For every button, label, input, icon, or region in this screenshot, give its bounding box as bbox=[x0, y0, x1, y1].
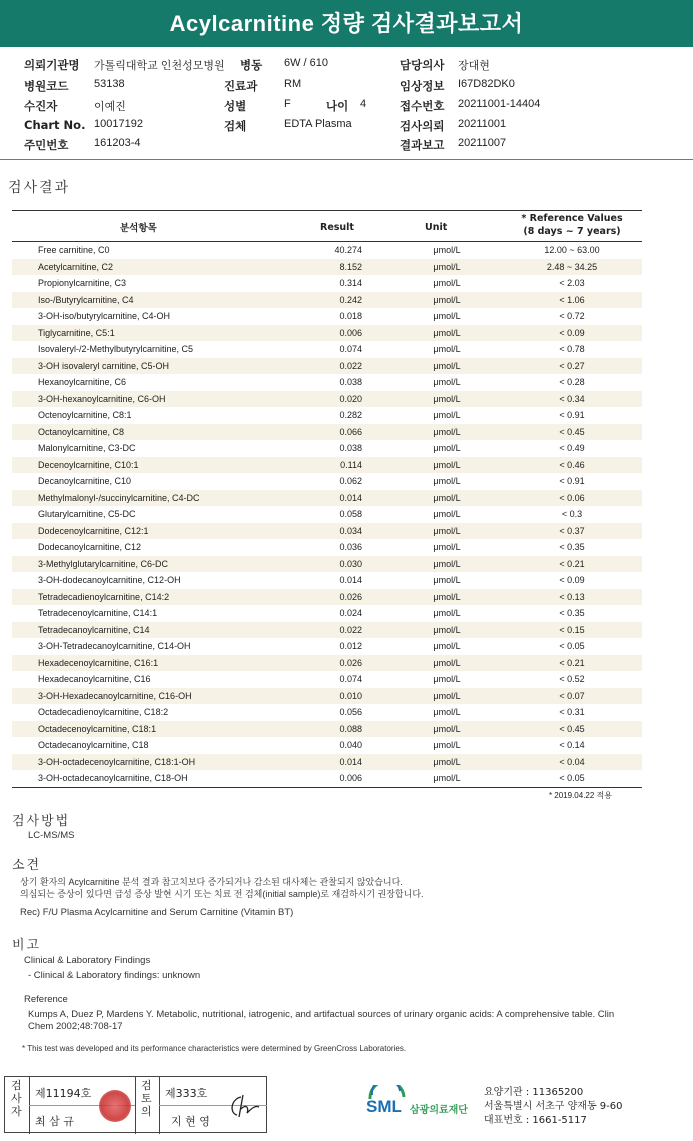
analyte-name: Acetylcarnitine, C2 bbox=[38, 261, 114, 272]
lab-address: 서울특별시 서초구 양재동 9-60 bbox=[484, 1101, 623, 1112]
table-row bbox=[12, 655, 642, 672]
analyte-name: 3-OH-dodecanoylcarnitine, C12-OH bbox=[38, 575, 181, 585]
patient-value: 이예진 bbox=[94, 101, 126, 113]
col-header-item: 분석항목 bbox=[120, 223, 157, 234]
result-value: 0.074 bbox=[339, 344, 362, 354]
table-row bbox=[12, 358, 642, 375]
unit-value: μmol/L bbox=[433, 410, 461, 420]
sex-value: F bbox=[284, 98, 291, 110]
report-date-value: 20211007 bbox=[458, 137, 507, 149]
signature-icon bbox=[227, 1091, 261, 1121]
result-value: 8.152 bbox=[339, 261, 362, 272]
table-row bbox=[12, 473, 642, 490]
analyte-name: Hexadecenoylcarnitine, C16:1 bbox=[38, 657, 159, 668]
vline bbox=[135, 1077, 136, 1134]
method-section-title: 검사방법 bbox=[12, 814, 71, 829]
analyte-name: Octadecadienoylcarnitine, C18:2 bbox=[38, 707, 169, 717]
rrn-value: 161203-4 bbox=[94, 137, 141, 149]
analyte-name: Isovaleryl-/2-Methylbutyrylcarnitine, C5 bbox=[38, 344, 194, 354]
table-row bbox=[12, 770, 642, 787]
analyte-name: Free carnitine, C0 bbox=[38, 245, 110, 255]
analyte-name: Decanoylcarnitine, C10 bbox=[38, 476, 132, 486]
doctor-label: 담당의사 bbox=[400, 58, 445, 72]
analyte-name: Octenoylcarnitine, C8:1 bbox=[38, 410, 132, 420]
result-value: 0.030 bbox=[339, 558, 362, 569]
result-value: 0.006 bbox=[339, 327, 362, 338]
result-value: 0.282 bbox=[339, 410, 362, 420]
col-header-result: Result bbox=[320, 222, 354, 233]
reference-value: < 1.06 bbox=[559, 294, 585, 305]
result-value: 0.074 bbox=[339, 674, 362, 684]
unit-value: μmol/L bbox=[433, 344, 461, 354]
analyte-name: Octadecenoylcarnitine, C18:1 bbox=[38, 723, 157, 734]
analyte-name: Dodecenoylcarnitine, C12:1 bbox=[38, 525, 149, 536]
reference-value: < 0.34 bbox=[559, 393, 585, 404]
results-table-footer bbox=[12, 787, 642, 799]
table-row bbox=[12, 688, 642, 705]
clinical-label: 임상정보 bbox=[400, 79, 445, 93]
unit-value: μmol/L bbox=[433, 723, 461, 734]
method-text: LC-MS/MS bbox=[28, 830, 75, 841]
result-value: 0.010 bbox=[339, 690, 362, 701]
table-row bbox=[12, 556, 642, 573]
reviewer-label: 검토의 bbox=[141, 1079, 152, 1118]
lab-contact bbox=[484, 1086, 623, 1128]
reference-value: < 0.45 bbox=[559, 723, 585, 734]
unit-value: μmol/L bbox=[433, 426, 461, 437]
lab-code: 요양기관 : 11365200 bbox=[484, 1087, 584, 1098]
analyte-name: Iso-/Butyrylcarnitine, C4 bbox=[38, 294, 134, 305]
lab-name: 삼광의료재단 bbox=[410, 1105, 468, 1116]
result-value: 0.024 bbox=[339, 608, 362, 618]
reference-value: < 0.91 bbox=[559, 410, 585, 420]
table-row bbox=[12, 737, 642, 754]
examiner-name: 최 삼 규 bbox=[35, 1115, 74, 1128]
examiner-label: 검사자 bbox=[11, 1079, 22, 1118]
analyte-name: Malonylcarnitine, C3-DC bbox=[38, 443, 136, 453]
lab-phone: 대표번호 : 1661-5117 bbox=[484, 1115, 587, 1126]
result-value: 0.056 bbox=[339, 707, 362, 717]
opinion-rec: Rec) F/U Plasma Acylcarnitine and Serum Carnitine (Vitamin BT) bbox=[20, 907, 294, 918]
analyte-name: 3-OH-Hexadecanoylcarnitine, C16-OH bbox=[38, 690, 192, 701]
request-value: 20211001 bbox=[458, 118, 507, 130]
analyte-name: Octadecanoylcarnitine, C18 bbox=[38, 740, 149, 750]
age-label: 나이 bbox=[326, 99, 349, 113]
unit-value: μmol/L bbox=[433, 542, 461, 552]
reference-value: < 0.13 bbox=[559, 591, 585, 602]
result-value: 0.026 bbox=[339, 657, 362, 668]
findings-title: Clinical & Laboratory Findings bbox=[24, 955, 151, 966]
unit-value: μmol/L bbox=[433, 294, 461, 305]
analyte-name: 3-Methylglutarylcarnitine, C6-DC bbox=[38, 558, 169, 569]
reference-value: < 0.27 bbox=[559, 360, 585, 371]
unit-value: μmol/L bbox=[433, 459, 461, 470]
reference-value: 12.00 ~ 63.00 bbox=[544, 245, 600, 255]
unit-value: μmol/L bbox=[433, 608, 461, 618]
analyte-name: Propionylcarnitine, C3 bbox=[38, 278, 127, 288]
table-row bbox=[12, 407, 642, 424]
reference-value: < 0.35 bbox=[559, 608, 585, 618]
unit-value: μmol/L bbox=[433, 641, 461, 651]
analyte-name: Tetradecenoylcarnitine, C14:1 bbox=[38, 608, 158, 618]
analyte-name: 3-OH-octadecenoylcarnitine, C18:1-OH bbox=[38, 756, 196, 767]
dept-value: RM bbox=[284, 78, 302, 90]
reference-title: Reference bbox=[24, 994, 68, 1005]
result-value: 0.036 bbox=[339, 542, 362, 552]
result-value: 0.006 bbox=[339, 773, 362, 783]
table-row bbox=[12, 341, 642, 358]
sex-label: 성별 bbox=[224, 99, 247, 113]
findings-text: - Clinical & Laboratory findings: unknown bbox=[28, 970, 201, 981]
ward-label: 병동 bbox=[240, 58, 263, 72]
analyte-name: Tetradecanoylcarnitine, C14 bbox=[38, 624, 150, 635]
signature-box bbox=[4, 1076, 267, 1133]
info-row-1 bbox=[0, 55, 693, 75]
col-header-ref-range: (8 days ~ 7 years) bbox=[523, 226, 621, 237]
unit-value: μmol/L bbox=[433, 525, 461, 536]
reviewer-name: 지 현 영 bbox=[171, 1115, 210, 1128]
reference-value: < 0.52 bbox=[559, 674, 585, 684]
opinion-section-title: 소견 bbox=[12, 858, 42, 873]
unit-value: μmol/L bbox=[433, 393, 461, 404]
reference-value: < 0.06 bbox=[559, 492, 585, 503]
reviewer-license: 제333호 bbox=[165, 1087, 208, 1100]
analyte-name: 3-OH-iso/butyrylcarnitine, C4-OH bbox=[38, 311, 171, 321]
result-value: 0.014 bbox=[339, 756, 362, 767]
result-value: 0.242 bbox=[339, 294, 362, 305]
hospital-code-value: 53138 bbox=[94, 78, 125, 90]
table-row bbox=[12, 457, 642, 474]
results-table bbox=[12, 210, 642, 799]
reference-value: < 0.28 bbox=[559, 377, 585, 387]
table-row bbox=[12, 440, 642, 457]
analyte-name: 3-OH-octadecanoylcarnitine, C18-OH bbox=[38, 773, 188, 783]
table-row bbox=[12, 589, 642, 606]
result-value: 0.038 bbox=[339, 377, 362, 387]
analyte-name: Decenoylcarnitine, C10:1 bbox=[38, 459, 139, 470]
reference-footnote: * 2019.04.22 적용 bbox=[548, 790, 612, 800]
table-row bbox=[12, 424, 642, 441]
result-value: 0.062 bbox=[339, 476, 362, 486]
results-table-body bbox=[12, 242, 642, 787]
analyte-name: 3-OH-hexanoylcarnitine, C6-OH bbox=[38, 393, 166, 404]
unit-value: μmol/L bbox=[433, 591, 461, 602]
chart-label: Chart No. bbox=[24, 118, 86, 132]
hospital-code-label: 병원코드 bbox=[24, 79, 69, 93]
result-value: 0.014 bbox=[339, 575, 362, 585]
unit-value: μmol/L bbox=[433, 476, 461, 486]
analyte-name: 3-OH-Tetradecanoylcarnitine, C14-OH bbox=[38, 641, 191, 651]
receipt-value: 20211001-14404 bbox=[458, 98, 541, 110]
result-value: 0.314 bbox=[339, 278, 362, 288]
unit-value: μmol/L bbox=[433, 674, 461, 684]
unit-value: μmol/L bbox=[433, 360, 461, 371]
table-row bbox=[12, 721, 642, 738]
receipt-label: 접수번호 bbox=[400, 99, 445, 113]
examiner-license: 제11194호 bbox=[35, 1087, 92, 1100]
reference-value: < 0.09 bbox=[559, 575, 585, 585]
unit-value: μmol/L bbox=[433, 624, 461, 635]
result-value: 0.066 bbox=[339, 426, 362, 437]
analyte-name: Octanoylcarnitine, C8 bbox=[38, 426, 125, 437]
reference-value: < 0.46 bbox=[559, 459, 585, 470]
result-value: 0.038 bbox=[339, 443, 362, 453]
ward-value: 6W / 610 bbox=[284, 57, 329, 69]
table-row bbox=[12, 671, 642, 688]
unit-value: μmol/L bbox=[433, 657, 461, 668]
results-table-header bbox=[12, 210, 642, 242]
info-row-5 bbox=[0, 135, 693, 155]
analyte-name: Hexanoylcarnitine, C6 bbox=[38, 377, 127, 387]
reference-value: < 0.78 bbox=[559, 344, 585, 354]
table-row bbox=[12, 308, 642, 325]
table-row bbox=[12, 490, 642, 507]
result-value: 0.026 bbox=[339, 591, 362, 602]
unit-value: μmol/L bbox=[433, 558, 461, 569]
unit-value: μmol/L bbox=[433, 261, 461, 272]
lab-logo bbox=[366, 1085, 481, 1129]
reference-value: < 0.49 bbox=[559, 443, 585, 453]
table-row bbox=[12, 572, 642, 589]
result-value: 0.020 bbox=[339, 393, 362, 404]
doctor-value: 장대현 bbox=[458, 60, 490, 72]
reference-value: < 0.07 bbox=[559, 690, 585, 701]
result-value: 0.018 bbox=[339, 311, 362, 321]
info-row-2 bbox=[0, 76, 693, 96]
chart-value: 10017192 bbox=[94, 118, 143, 130]
reference-value: < 0.91 bbox=[559, 476, 585, 486]
analyte-name: Tetradecadienoylcarnitine, C14:2 bbox=[38, 591, 170, 602]
rrn-label: 주민번호 bbox=[24, 138, 69, 152]
analyte-name: Hexadecanoylcarnitine, C16 bbox=[38, 674, 151, 684]
reference-value: < 0.21 bbox=[559, 558, 585, 569]
reference-value: < 0.21 bbox=[559, 657, 585, 668]
table-row bbox=[12, 523, 642, 540]
result-value: 0.012 bbox=[339, 641, 362, 651]
divider bbox=[0, 159, 693, 160]
table-row bbox=[12, 638, 642, 655]
unit-value: μmol/L bbox=[433, 278, 461, 288]
age-value: 4 bbox=[360, 98, 367, 110]
table-row bbox=[12, 622, 642, 639]
result-value: 0.034 bbox=[339, 525, 362, 536]
institution-label: 의뢰기관명 bbox=[24, 58, 80, 72]
result-value: 0.014 bbox=[339, 492, 362, 503]
unit-value: μmol/L bbox=[433, 575, 461, 585]
reference-value: < 0.45 bbox=[559, 426, 585, 437]
table-row bbox=[12, 325, 642, 342]
request-label: 검사의뢰 bbox=[400, 119, 445, 133]
table-row bbox=[12, 754, 642, 771]
table-row bbox=[12, 242, 642, 259]
unit-value: μmol/L bbox=[433, 327, 461, 338]
reference-value: 2.48 ~ 34.25 bbox=[546, 261, 598, 272]
analyte-name: Methylmalonyl-/succinylcarnitine, C4-DC bbox=[38, 492, 200, 503]
disclaimer-text: * This test was developed and its performance characteristics were determined by GreenCross Laboratories. bbox=[22, 1044, 407, 1053]
table-row bbox=[12, 374, 642, 391]
logo-text: SML bbox=[366, 1097, 402, 1116]
unit-value: μmol/L bbox=[433, 492, 461, 503]
table-row bbox=[12, 506, 642, 523]
reference-text: Kumps A, Duez P, Mardens Y. Metabolic, nutritional, iatrogenic, and artifactual sources of urinary organic acids: A comprehensive table. Clin Chem 2002;48:708-17 bbox=[28, 1009, 615, 1032]
institution-value: 가톨릭대학교 인천성모병원 bbox=[94, 60, 225, 72]
info-row-3 bbox=[0, 96, 693, 116]
report-title: Acylcarnitine 정량 검사결과보고서 bbox=[0, 0, 693, 47]
unit-value: μmol/L bbox=[433, 773, 461, 783]
remarks-section-title: 비고 bbox=[12, 938, 42, 953]
opinion-line-2: 의심되는 증상이 있다면 급성 증상 발현 시기 또는 치료 전 검체(initial sample)로 재검하시기 권장합니다. bbox=[20, 889, 424, 899]
opinion-line-1: 상기 환자의 Acylcarnitine 분석 결과 참고치보다 증가되거나 감소된 대사체는 관찰되지 않았습니다. bbox=[20, 877, 403, 887]
reference-value: < 0.04 bbox=[559, 756, 585, 767]
col-header-unit: Unit bbox=[425, 222, 448, 233]
clinical-value: I67D82DK0 bbox=[458, 78, 515, 90]
patient-label: 수진자 bbox=[24, 99, 58, 113]
unit-value: μmol/L bbox=[433, 690, 461, 701]
report-date-label: 결과보고 bbox=[400, 138, 445, 152]
reference-value: < 0.15 bbox=[559, 624, 585, 635]
table-row bbox=[12, 292, 642, 309]
unit-value: μmol/L bbox=[433, 245, 461, 255]
table-row bbox=[12, 275, 642, 292]
reference-value: < 0.31 bbox=[559, 707, 585, 717]
result-value: 0.114 bbox=[340, 459, 362, 470]
reference-value: < 0.05 bbox=[559, 773, 585, 783]
unit-value: μmol/L bbox=[433, 740, 461, 750]
result-value: 0.088 bbox=[339, 723, 362, 734]
unit-value: μmol/L bbox=[433, 707, 461, 717]
reference-value: < 2.03 bbox=[559, 278, 585, 288]
unit-value: μmol/L bbox=[433, 756, 461, 767]
reference-value: < 0.3 bbox=[561, 509, 583, 519]
table-row bbox=[12, 391, 642, 408]
table-row bbox=[12, 539, 642, 556]
result-value: 40.274 bbox=[334, 245, 362, 255]
analyte-name: Glutarylcarnitine, C5-DC bbox=[38, 509, 136, 519]
result-value: 0.022 bbox=[339, 360, 362, 371]
specimen-value: EDTA Plasma bbox=[284, 118, 352, 130]
info-row-4 bbox=[0, 116, 693, 136]
specimen-label: 검체 bbox=[224, 119, 247, 133]
reference-value: < 0.14 bbox=[559, 740, 585, 750]
reference-value: < 0.05 bbox=[559, 641, 585, 651]
dept-label: 진료과 bbox=[224, 79, 258, 93]
unit-value: μmol/L bbox=[433, 311, 461, 321]
result-value: 0.058 bbox=[339, 509, 362, 519]
seal-stamp-icon bbox=[99, 1090, 131, 1122]
col-header-ref: * Reference Values bbox=[521, 213, 623, 224]
table-row bbox=[12, 704, 642, 721]
unit-value: μmol/L bbox=[433, 509, 461, 519]
table-row bbox=[12, 259, 642, 276]
analyte-name: 3-OH isovaleryl carnitine, C5-OH bbox=[38, 360, 170, 371]
reference-value: < 0.72 bbox=[559, 311, 585, 321]
reference-value: < 0.35 bbox=[559, 542, 585, 552]
unit-value: μmol/L bbox=[433, 377, 461, 387]
result-value: 0.040 bbox=[339, 740, 362, 750]
patient-info bbox=[0, 55, 693, 155]
table-row bbox=[12, 605, 642, 622]
results-section-title: 검사결과 bbox=[8, 180, 71, 196]
analyte-name: Tiglycarnitine, C5:1 bbox=[38, 327, 115, 338]
unit-value: μmol/L bbox=[433, 443, 461, 453]
analyte-name: Dodecanoylcarnitine, C12 bbox=[38, 542, 142, 552]
reference-value: < 0.37 bbox=[559, 525, 585, 536]
result-value: 0.022 bbox=[339, 624, 362, 635]
reference-value: < 0.09 bbox=[559, 327, 585, 338]
